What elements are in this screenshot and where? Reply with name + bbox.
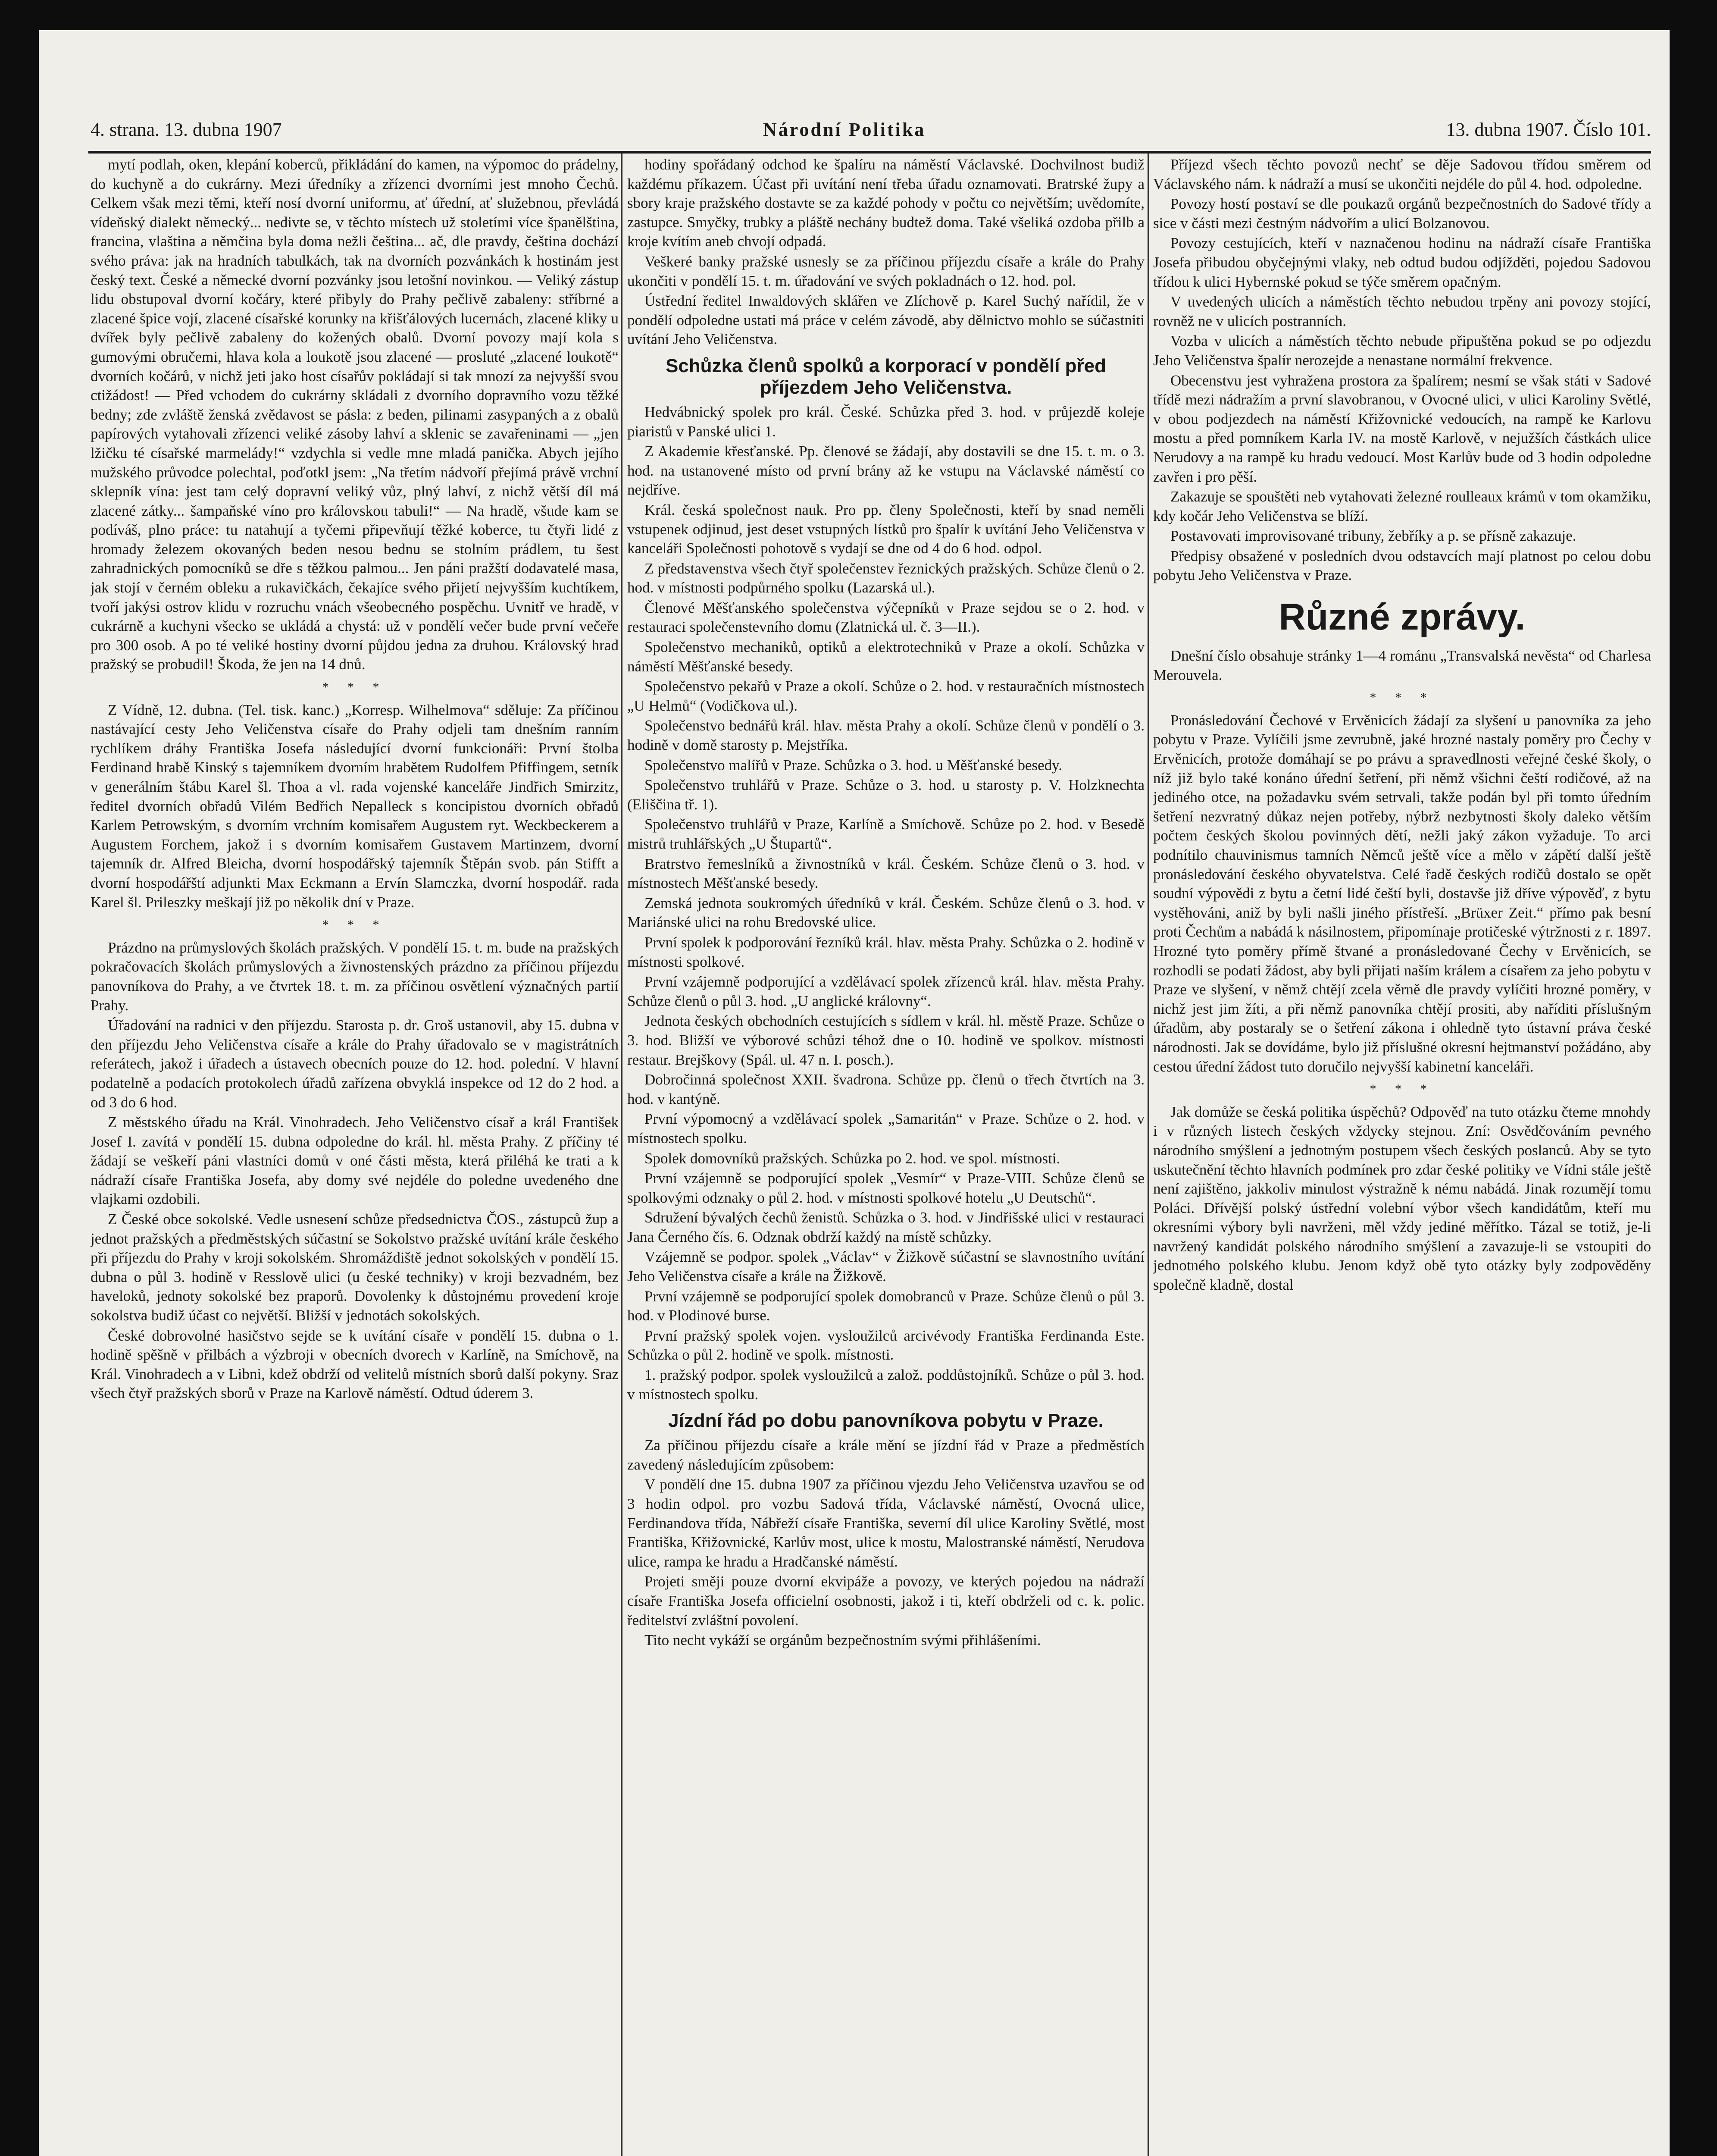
article-paragraph: Z městského úřadu na Král. Vinohradech. Jeho Veličenstvo císař a král František Josef I. zavítá v pondělí 15. dubna odpoledne do král. hl. města Prahy. Z příčiny té žádají se veškeří páni vlastníci domů v oné části města, která přiléhá ke trati a k nádraží císaře Františka Josefa, aby domy své nejdéle do poledne uvedeného dne vlajkami ozdobili. <box>91 1114 619 1208</box>
section-heading-various-news: Různé zprávy. <box>1279 596 1526 638</box>
article-paragraph: Postavovati improvisované tribuny, žebříky a p. se přísně zakazuje. <box>1170 527 1576 545</box>
column-rule-1 <box>621 153 622 2156</box>
article-paragraph: Předpisy obsažené v posledních dvou odstavcích mají platnost po celou dobu pobytu Jeho Veličenstva v Praze. <box>1153 547 1651 584</box>
article-paragraph: Obecenstvu jest vyhražena prostora za špalírem; nesmí se však státi v Sadové třídě mezi nádražím a první slavobranou, v Ovocné ulici, v ulici Karoliny Světlé, v obou podjezdech na náměstí Křižovnické vedoucích, na rampě ke Karlovu mostu a před pomníkem Karla IV. na mostě Karlově, v nejužších částkách ulice Nerudovy a na rampě ku hradu vedoucí. Most Karlův bude od 3 hodin odpoledne zavřen i pro pěší. <box>1153 372 1651 485</box>
article-paragraph: Povozy hostí postaví se dle poukazů orgánů bezpečnostních do Sadové třídy a sice v části mezi čestným nádvořím a ulicí Bolzanovou. <box>1153 195 1651 232</box>
column-1 <box>91 155 619 2156</box>
article-paragraph: Prázdno na průmyslových školách pražských. V pondělí 15. t. m. bude na pražských pokračovacích školách průmyslových a živnostenských prázdno za příčinou příjezdu panovníkova do Prahy, a ve čtvrtek 18. t. m. za příčinou osvětlení význačných partií Prahy. <box>91 939 619 1014</box>
issue-number: 13. dubna 1907. Číslo 101. <box>1446 119 1651 140</box>
list-item: Jednota českých obchodních cestujících s sídlem v král. hl. městě Praze. Schůze o 3. hod. Bližší ve výborové schůzi téhož dne o 10. hodině ve spolkov. místnosti restaur. Brejškovy (Spál. ul. 47 n. I. posch.). <box>627 1012 1145 1068</box>
list-item: Společenstvo bednářů král. hlav. města Prahy a okolí. Schůze členů v pondělí o 3. hodině v domě starosty p. Mejstříka. <box>627 717 1145 754</box>
list-item: První vzájemně podporující a vzdělávací spolek zřízenců král. hlav. města Prahy. Schůze členů o půl 3. hod. „U anglické královny“. <box>627 973 1145 1009</box>
list-item: Vzájemně se podpor. spolek „Václav“ v Žižkově súčastní se slavnostního uvítání Jeho Veličenstva císaře a krále na Žižkově. <box>627 1248 1145 1285</box>
article-paragraph: Úřadování na radnici v den příjezdu. Starosta p. dr. Groš ustanovil, aby 15. dubna v den příjezdu Jeho Veličenstva císaře a krále do Prahy úřadovalo se v magistrátních referátech, jakož i úřadech a ústavech obecních pouze do 12. hod. polední. V hlavní podatelně a podacích protokolech úřadů zařízena obvyklá inspekce od 12 do 2 hod. a od 3 do 6 hod. <box>91 1017 619 1111</box>
list-item: Společenstvo mechaniků, optiků a elektrotechniků v Praze a okolí. Schůzka v náměstí Měšťanské besedy. <box>627 639 1145 675</box>
article-paragraph: hodiny spořádaný odchod ke špalíru na náměstí Václavské. Dochvilnost budiž každému příkazem. Účast při uvítání není třeba úřadu oznamovati. Bratrské župy a sbory kraje pražského dostavte se za každé pohody v počtu co největším; uvědomíte, zastupce. Smyčky, trubky a pláště nechány budtež doma. Také všeliká ozdoba přilb a kroje kvítím aneb chvojí odpadá. <box>627 156 1145 250</box>
article-paragraph: Dnešní číslo obsahuje stránky 1—4 románu „Transvalská nevěsta“ od Charlesa Merouvela. <box>1153 647 1651 683</box>
article-paragraph: České dobrovolné hasičstvo sejde se k uvítání císaře v pondělí 15. dubna o 1. hodině spěšně v přilbách a výzbroji v obecních dvorech v Karlíně, na Smíchově, na Král. Vinohradech a v Libni, kdež obdrží od velitelů místních sborů další pokyny. Sraz všech čtyř pražských sborů v Praze na Karlově náměstí. Odtud úderem 3. <box>91 1327 619 1402</box>
list-item: Společenstvo truhlářů v Praze. Schůze o 3. hod. u starosty p. V. Holzknechta (Eliščina tř. 1). <box>627 777 1145 813</box>
list-item: Členové Měšťanského společenstva výčepníků v Praze sejdou se o 2. hod. v restauraci společenstevního domu (Zlatnická ul. č. 3—II.). <box>627 599 1145 636</box>
section-stars: * * * <box>1370 1082 1435 1097</box>
list-item: Společenstvo truhlářů v Praze, Karlíně a Smíchově. Schůze po 2. hod. v Besedě mistrů truhlářských „U Štupartů“. <box>627 816 1145 852</box>
article-paragraph: Zakazuje se spouštěti neb vytahovati železné roulleaux krámů v tom okamžiku, kdy kočár Jeho Veličenstva se blíží. <box>1153 488 1651 524</box>
article-paragraph: Vozba v ulicích a náměstích těchto nebude připuštěna pokud se po odjezdu Jeho Veličenstva špalír nerozejde a nenastane normální frekvence. <box>1153 332 1651 369</box>
article-paragraph: Povozy cestujících, kteří v naznačenou hodinu na nádraží císaře Františka Josefa přibudou obyčejnými vlaky, neb odtud budou odjížděti, pojedou Sadovou třídou k ulici Hybernské pokud se týče směrem opačným. <box>1153 235 1651 290</box>
list-item: Sdružení bývalých čechů ženistů. Schůzka o 3. hod. v Jindřišské ulici v restauraci Jana Černého čís. 6. Odznak obdrží každý na místě schůzky. <box>627 1209 1145 1245</box>
list-item: Společenstvo pekařů v Praze a okolí. Schůze o 2. hod. v restauračních místnostech „U Helmů“ (Vodičkova ul.). <box>627 678 1145 714</box>
article-paragraph: Pronásledování Čechové v Ervěnicích žádají za slyšení u panovníka za jeho pobytu v Praze. Vylíčili jsme zevrubně, jaké hrozné nastaly poměry pro Čechy v Ervěnicích, protože domáhají se po právu a spravedlnosti veřejné české školy, o níž již bylo také konáno úřední šetření, při němž všichni čeští rodičové, až na jediného otce, na požadavku svém setrvali, takže podán byl při tomto úředním šetření nezvratný důkaz nejen potřeby, nýbrž nezbytnosti školy daleko větším počtem českých školou povinných dětí, nežli jaký zákon vyžaduje. To arci podnítilo chauvinismus tamních Němců ještě více a mělo v zápětí další ještě pronásledování českého obyvatelstva. Celé řadě českých rodičů dostalo se opět soudní výpovědi z bytu a četní lidé čeští byli, dostavše již dříve výpověď, z bytu vystěhováni, aniž by byli našli jiného přístřeší. „Brüxer Zeit.“ přímo pak besní proti Čechům a nabádá k násilnostem, připomínaje protičeské výtržnosti z r. 1897. Hrozné tyto poměry přímě štvané a pronásledované Čechy v Ervěnicích, se rozhodli se podati žádost, aby byli přijati naším králem a císařem za jeho pobytu v Praze ve slyšení, v němž chtějí zcela věrně dle pravdy vylíčiti hrozné poměry, v nichž jest jim žíti, a při němž panovníka chtějí prositi, aby naříditi příslušným úřadům, aby postaraly se o šetření zákona i ohledně tyto ústavní práva české národnosti. Jak se dovídáme, bylo již příslušné okresní hejtmanství požádáno, aby cestou úřední žádost tuto doručilo nejvyšší kabinetní kanceláři. <box>1153 711 1651 1075</box>
list-item: Společenstvo malířů v Praze. Schůzka o 3. hod. u Měšťanské besedy. <box>644 756 1063 774</box>
article-paragraph: Ústřední ředitel Inwaldových sklářen ve Zlíchově p. Karel Suchý nařídil, že v pondělí odpoledne ustati má práce v celém závodě, aby dělnictvo mohlo se súčastniti uvítání Jeho Veličenstva. <box>627 292 1145 348</box>
article-paragraph: Za příčinou příjezdu císaře a krále mění se jízdní řád v Praze a předměstích zavedený následujícím způsobem: <box>627 1437 1145 1473</box>
page-header <box>91 119 1651 149</box>
list-item: První pražský spolek vojen. vysloužilců arcivévody Františka Ferdinanda Este. Schůzka o půl 2. hodině ve spolk. místnosti. <box>627 1327 1145 1363</box>
list-item: První spolek k podporování řezníků král. hlav. města Prahy. Schůzka o 2. hodině v místnosti spolkové. <box>627 934 1145 970</box>
article-paragraph: V uvedených ulicích a náměstích těchto nebudou trpěny ani povozy stojící, rovněž ne v ulicích postranních. <box>1153 293 1651 329</box>
list-item: Král. česká společnost nauk. Pro pp. členy Společnosti, kteří by snad neměli vstupenek odjinud, jest deset vstupných lístků pro špalír k uvítání Jeho Veličenstva v kanceláři Společnosti pohotově s vydají se dne od 4 do 6 hod. odpol. <box>627 501 1145 557</box>
scan-border-top <box>0 0 1717 30</box>
list-item: Spolek domovníků pražských. Schůzka po 2. hod. ve spol. místnosti. <box>644 1150 1060 1167</box>
list-item: Dobročinná společnost XXII. švadrona. Schůze pp. členů o třech čtvrtích na 3. hod. v kantýně. <box>627 1071 1145 1107</box>
list-item: Z Akademie křesťanské. Pp. členové se žádají, aby dostavili se dne 15. t. m. o 3. hod. na ustanovené místo od první brány až ke vstupu na Václavské náměstí co nejdříve. <box>627 443 1145 498</box>
header-rule <box>88 151 1651 154</box>
masthead-title: Národní Politika <box>763 119 926 140</box>
article-paragraph: V pondělí dne 15. dubna 1907 za příčinou vjezdu Jeho Veličenstva uzavřou se od 3 hodin odpol. pro vozbu Sadová třída, Václavské náměstí, Ovocná ulice, Ferdinandova třída, Nábřeží císaře Františka, severní díl ulice Karoliny Světlé, most Františka, Křižovnické, Karlův most, ulice k mostu, Malostranské náměstí, Nerudova ulice, rampa ke hradu a Hradčanské náměstí. <box>627 1476 1145 1570</box>
article-paragraph: Z České obce sokolské. Vedle usnesení schůze předsednictva ČOS., zástupců žup a jednot pražských a předměstských súčastní se Sokolstvo pražské uvítání krále českého při příjezdu do Prahy v kroji sokolském. Shromáždiště jednot sokolských v pondělí 15. dubna o půl 3. hodině v Resslově ulici (u české techniky) v kroji bezvadném, bez haveloků, jednoty sokolské bez praporů. Dovolenky k důstojnému provedení kroje sokolstva budiž účast co největší. Bližší v jednotách sokolských. <box>91 1211 619 1324</box>
section-stars: * * * <box>322 680 387 695</box>
list-item: Hedvábnický spolek pro král. České. Schůzka před 3. hod. v průjezdě koleje piaristů v Panské ulici 1. <box>627 403 1145 440</box>
section-stars: * * * <box>1370 690 1435 705</box>
list-item: První výpomocný a vzdělávací spolek „Samaritán“ v Praze. Schůze o 2. hod. v místnostech spolku. <box>627 1110 1145 1147</box>
article-paragraph: Veškeré banky pražské usnesly se za příčinou příjezdu císaře a krále do Prahy ukončiti v pondělí 15. t. m. úřadování ve svých pokladnách o 12. hod. pol. <box>627 253 1145 289</box>
column-2 <box>627 155 1145 2156</box>
list-item: První vzájemně se podporující spolek domobranců v Praze. Schůze členů o půl 3. hod. v Plodinové burse. <box>627 1288 1145 1324</box>
list-item: Z představenstva všech čtyř společenstev řeznických pražských. Schůze členů o 2. hod. v místnosti podpůrného spolku (Lazarská ul.). <box>627 560 1145 596</box>
column-3 <box>1153 155 1651 2156</box>
list-item: První vzájemně se podporující spolek „Vesmír“ v Praze-VIII. Schůze členů se spolkovými odznaky o půl 2. hod. v místnosti spolkové hotelu „U Deutschů“. <box>627 1170 1145 1206</box>
page-number-date: 4. strana. 13. dubna 1907 <box>91 119 282 140</box>
article-paragraph: Projeti směji pouze dvorní ekvipáže a povozy, ve kterých pojedou na nádraží císaře Františka Josefa officielní osobnosti, jakož i ti, kteří obdrželi od c. k. polic. ředitelství zvláštní povolení. <box>627 1573 1145 1629</box>
article-paragraph: Z Vídně, 12. dubna. (Tel. tisk. kanc.) „Korresp. Wilhelmova“ sděluje: Za příčinou nastávající cesty Jeho Veličenstva císaře do Prahy odjeli tam dnešním ranním rychlíkem dráhy Františka Josefa následující dvorní funkcionáři: První štolba Ferdinand hrabě Kinský s tajemníkem dvorním hrabětem Rudolfem Pfiffingem, setník v generálním štábu Karel šl. Thoa a vl. rada vojenské kanceláře Jindřich Smirzitz, ředitel dvorních obřadů Vilém Bedřich Nepalleck s koncipistou dvorních obřadů Karlem Petrowským, s dvorním vrchním komisařem Augustem ryt. Weckbeckerem a Augustem Forchem, jakož i s dvorním komisařem Gustavem Martinzem, dvorní tajemník dr. Alfred Bleicha, dvorní hospodářský tajemník Štěpán svob. pán Stifft a dvorní hospodářští adjunkti Max Eckmann a Ervín Slamczka, dvorní hospodář. rada Karel šl. Prileszky meškají již po několik dní v Praze. <box>91 701 619 911</box>
scan-border-right <box>1670 0 1717 2156</box>
section-heading-meetings: Schůzka členů spolků a korporací v pondělí před příjezdem Jeho Veličenstva. <box>665 355 1107 398</box>
section-heading-timetable: Jízdní řád po dobu panovníkova pobytu v Praze. <box>668 1410 1104 1432</box>
column-rule-2 <box>1148 153 1149 2156</box>
article-paragraph: Příjezd všech těchto povozů nechť se děje Sadovou třídou směrem od Václavského nám. k nádraží a musí se ukončiti nejdéle do půl 4. hod. odpoledne. <box>1153 156 1651 192</box>
article-paragraph: mytí podlah, oken, klepání koberců, přikládání do kamen, na výpomoc do prádelny, do kuchyně a do cukrárny. Mezi úředníky a zřízenci dvorními jest mnoho Čechů. Celkem však mezi těmi, kteří nosí dvorní uniformu, ať úřední, ať služebnou, převládá vídeňský dialekt německý... nedivte se, v těchto místech už stoletími více španělština, francina, vlaština a němčina byla doma nežli čeština... ač, dle pravdy, čeština dochází svého práva: jak na hradních tabulkách, tak na dvorních pozvánkách k hostinám jest český text. České a německé dvorní pozvánky jsou letošní novinkou. — Veliký zástup lidu obstupoval dvorní kočáry, které přibyly do Prahy pečlivě zabaleny: stříbrné a zlacené špice vojí, zlacené císařské korunky na křišťálových lucernách, zlacené kliky u dvířek byly pečlivě zabaleny do kožených obalů. Dvorní povozy mají kola s gumovými obručemi, hlava kola a loukotě jsou zlacené — prosluté „zlacené loukotě“ dvorních kočárů, v nichž jeti jako host císařův pokládají si tak mnozí za nejvyšší svou ctižádost! — Před vchodem do cukrárny skládali z dvorního dopravního vozu těžké bedny; zde zvláště ženská zvědavost se pásla: z beden, pilinami zasypaných a z obalů papírových vytahovali zřízenci veliké zásoby lahví a sklenic se zavařeninami — „jen lžičku té císařské marmelády!“ vzdychla si vedle mne mladá panička. Abych jejího mužského průvodce polechtal, poďotkl jsem: „Na třetím nádvoří přejímá právě vrchní sklepník vína: jest tam celý dopravní veliký vůz, plný lahví, z nichž větší díl má zlacené zátky... šampaňské víno pro královskou tabuli!“ — Na hradě, všude kam se podíváš, plno práce: tu natahují a tyčemi připevňují těžké koberce, tu čtyři lidé z hromady železem okovaných beden nesou bednu se stolním prádlem, tu šest zahradnických pomocníků se dře s těžkou palmou... Jen páni pražští dodavatelé masa, jak stojí v černém obleku a rukavičkách, čekajíce svého přijetí nejvyšším kuchtíkem, tvoří jakýsi ostrov klidu v rozruchu vnách všeobecného pospěchu. Uvnitř ve hradě, v cukrárně a kuchyni všecko se ukládá a chystá: už v pondělí večer bude první večeře pro 300 osob. A po té veliké hostiny dvorní půjdou jedna za druhou. Královský hrad pražský se probudil! Škoda, že jen na 14 dnů. <box>91 156 619 673</box>
list-item: Zemská jednota soukromých úředníků v král. Českém. Schůze členů o 3. hod. v Mariánské ulici na rohu Bredovské ulice. <box>627 894 1145 931</box>
article-paragraph: Jak domůže se česká politika úspěchů? Odpověď na tuto otázku čteme mnohdy i v různých listech českých vždycky stejnou. Zní: Osvědčováním pevného národního smýšlení a jednotným postupem všech českých poslanců. Aby se tyto uskutečnění těchto hlavních podmínek pro zdar české politiky ve Vídni stále ještě není zajištěno, jakkoliv minulost výstražně k nému nabádá. Jinak rozumějí tomu Poláci. Dřívější polský ústřední volební výbor všech kandidátům, kteří mu okresními výbory byli navrženi, měl vždy jediné měřítko. Tázal se totiž, je-li navržený kandidát polského národního smýšlení a zavazuje-li se vstoupiti do jednotného polského klubu. Jenom když obě tyto otázky byly zodpověděny společně kladně, dostal <box>1153 1103 1651 1294</box>
list-item: Bratrstvo řemeslníků a živnostníků v král. Českém. Schůze členů o 3. hod. v místnostech Měšťanské besedy. <box>627 855 1145 892</box>
list-item: 1. pražský podpor. spolek vysloužilců a založ. poddůstojníků. Schůze o půl 3. hod. v místnostech spolku. <box>627 1366 1145 1403</box>
section-stars: * * * <box>322 918 387 932</box>
scan-border-left <box>0 0 39 2156</box>
article-paragraph: Tito necht vykáží se orgánům bezpečnostním svými přihlášeními. <box>644 1632 1041 1649</box>
